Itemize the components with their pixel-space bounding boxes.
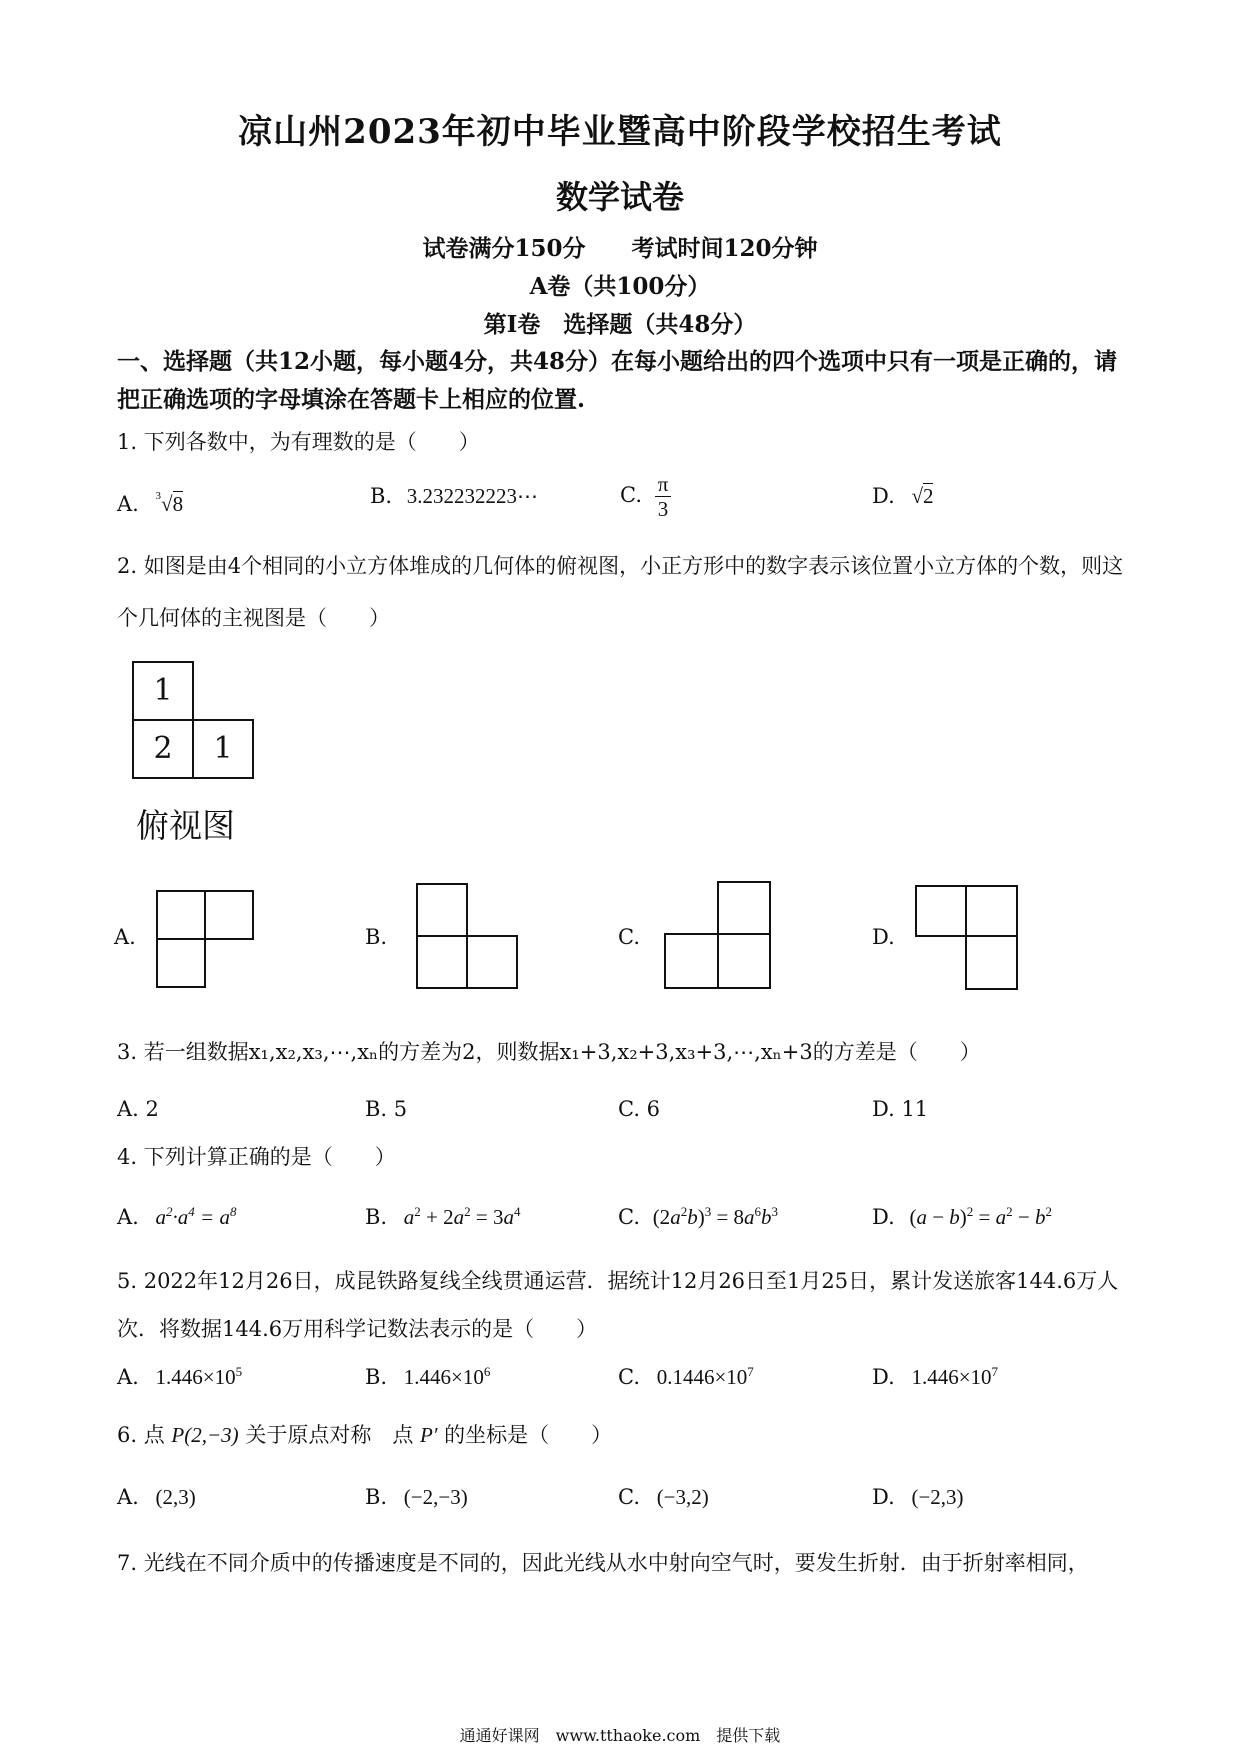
option-label: B. — [365, 1365, 388, 1389]
question-5-option-b: B. $1.446\times 10^6$ — [365, 1364, 491, 1389]
option-value: (−2,−3) — [403, 1485, 468, 1509]
question-6-option-d — [872, 1482, 964, 1512]
fraction-numerator: π — [655, 472, 672, 497]
question-3-option-d: D. 11 — [872, 1097, 929, 1121]
figure-square — [915, 885, 967, 937]
point-p-prime: P′ — [420, 1423, 438, 1447]
question-5-option-a: A. $1.446\times 10^5$ — [117, 1364, 243, 1389]
option-label: B. — [365, 1485, 388, 1509]
figure-square — [965, 885, 1018, 937]
figure-square — [965, 935, 1018, 990]
grid-cell: 2 — [132, 719, 194, 779]
question-4-option-b: B. $a^2 + 2a^2 = 3a^4$ — [365, 1204, 521, 1229]
exam-subject: 数学试卷 — [555, 178, 684, 216]
question-4-stem: 4. 下列计算正确的是（ ） — [117, 1145, 396, 1169]
question-5-option-d: D. $1.446\times 10^7$ — [872, 1364, 999, 1389]
option-label: C. — [618, 1365, 640, 1389]
stem-text: 关于原点对称 点 — [245, 1423, 414, 1447]
point-p: P(2,−3) — [171, 1423, 239, 1447]
option-label: D. — [872, 1485, 895, 1509]
question-4-option-d: D. $(a - b)^2 = a^2 - b^2$ — [872, 1204, 1052, 1229]
fraction-denominator: 3 — [657, 497, 669, 521]
question-7-stem: 7. 光线在不同介质中的传播速度是不同的，因此光线从水中射向空气时，要发生折射．由于折射率相同， — [117, 1551, 1089, 1575]
figure-square — [416, 935, 468, 989]
question-3-stem: 3. 若一组数据x₁,x₂,x₃,⋯,xₙ的方差为2，则数据x₁+3,x₂+3,x₃+3,⋯,xₙ+3的方差是（ ） — [117, 1040, 981, 1064]
question-4-option-c: C. $(2a^2b)^3 = 8a^6b^3$ — [618, 1204, 779, 1229]
question-2-option-b-label: B. — [365, 925, 388, 949]
radicand: 2 — [922, 484, 934, 508]
figure-square — [156, 938, 206, 988]
stem-text: 的坐标是（ ） — [444, 1423, 613, 1447]
radical-index: 3 — [155, 490, 162, 502]
radicand: 8 — [172, 492, 184, 516]
figure-square — [717, 933, 771, 989]
figure-square — [416, 883, 468, 937]
question-3-option-a: A. 2 — [117, 1097, 159, 1121]
question-2-option-a-label: A. — [114, 925, 136, 949]
question-6-stem — [117, 1420, 1137, 1450]
question-3-option-b: B. 5 — [365, 1097, 408, 1121]
option-value: 3.232232223⋯ — [406, 484, 539, 508]
volume-heading: A卷（共100分） — [529, 273, 711, 300]
question-2-stem: 2. 如图是由4个相同的小立方体堆成的几何体的俯视图，小正方形中的数字表示该位置小立方体的个数，则这个几何体的主视图是（ ） — [117, 554, 1124, 630]
question-1-option-c — [620, 472, 671, 521]
stem-text: 6. 点 — [117, 1423, 165, 1447]
option-label: C. — [620, 483, 642, 507]
option-value: (−2,3) — [911, 1485, 964, 1509]
option-label: A. — [117, 1205, 139, 1229]
question-5-stem: 5. 2022年12月26日，成昆铁路复线全线贯通运营．据统计12月26日至1月25日，累计发送旅客144.6万人次．将数据144.6万用科学记数法表示的是（ ） — [117, 1269, 1119, 1341]
option-label: B. — [370, 484, 393, 508]
option-label: D. — [872, 484, 895, 508]
section-instructions: 一、选择题（共12小题，每小题4分，共48分）在每小题给出的四个选项中只有一项是正确的，请把正确选项的字母填涂在答题卡上相应的位置. — [117, 348, 1118, 413]
question-6-option-b — [365, 1482, 468, 1512]
option-label: C. — [618, 1485, 640, 1509]
grid-cell: 1 — [132, 661, 194, 721]
figure-square — [156, 890, 206, 940]
question-1-option-a: A. $^3$√8 — [117, 490, 184, 516]
question-2-option-d-label: D. — [872, 925, 895, 949]
question-1-option-b — [370, 481, 538, 511]
figure-square — [664, 933, 719, 989]
exam-meta: 试卷满分150分 考试时间120分钟 — [422, 235, 818, 262]
question-2-option-c-label: C. — [618, 925, 640, 949]
question-4-option-a: A. $a^2\cdot a^4 = a^8$ — [117, 1204, 237, 1229]
option-label: D. — [872, 1205, 895, 1229]
option-label: A. — [117, 1485, 139, 1509]
figure-square — [204, 890, 254, 940]
grid-cell: 1 — [192, 719, 254, 779]
figure-square — [717, 881, 771, 935]
top-view-caption: 俯视图 — [136, 806, 235, 845]
question-1-stem: 1. 下列各数中，为有理数的是（ ） — [117, 430, 480, 454]
question-6-option-a — [117, 1482, 196, 1512]
page-footer: 通通好课网 www.tthaoke.com 提供下载 — [459, 1726, 781, 1745]
option-value: (−3,2) — [656, 1485, 709, 1509]
question-3-option-c: C. 6 — [618, 1097, 661, 1121]
option-label: C. — [618, 1205, 640, 1229]
question-6-option-c — [618, 1482, 709, 1512]
figure-square — [466, 935, 518, 989]
option-label: A. — [117, 1365, 139, 1389]
option-value: (2,3) — [155, 1485, 196, 1509]
option-label: D. — [872, 1365, 895, 1389]
option-label: A. — [117, 492, 139, 516]
question-1-option-d: D. √2 — [872, 484, 934, 508]
part-heading: 第Ⅰ卷 选择题（共48分） — [483, 311, 757, 338]
exam-title: 凉山州2023年初中毕业暨高中阶段学校招生考试 — [238, 112, 1002, 152]
option-label: B. — [365, 1205, 388, 1229]
question-5-option-c: C. $0.1446\times 10^7$ — [618, 1364, 754, 1389]
